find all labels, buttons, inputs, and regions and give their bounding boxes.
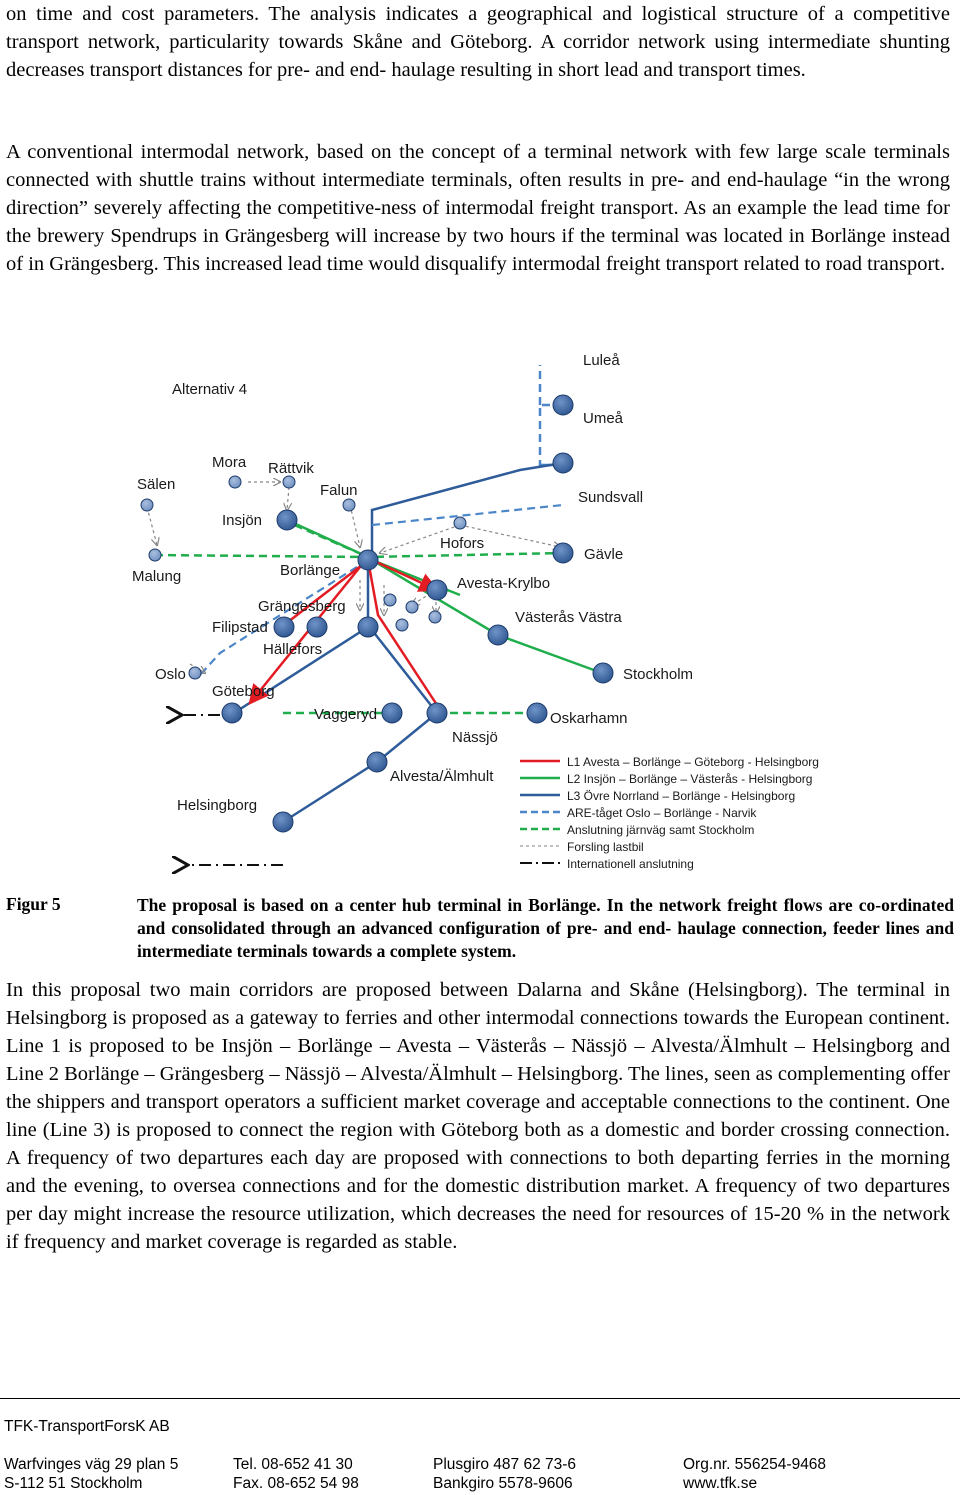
label-goteborg: Göteborg	[212, 683, 275, 700]
node-falun	[343, 499, 355, 511]
legend-l3: L3 Övre Norrland – Borlänge - Helsingborg	[567, 789, 796, 803]
node-goteborg	[222, 703, 242, 723]
node-feeder-1	[384, 594, 396, 606]
label-oskarhamn: Oskarhamn	[550, 710, 628, 727]
node-umea	[553, 453, 573, 473]
footer-website[interactable]: www.tfk.se	[683, 1475, 758, 1492]
label-alvesta: Alvesta/Älmhult	[390, 768, 494, 785]
node-hofors	[454, 517, 466, 529]
node-malung	[149, 549, 161, 561]
legend-rail: Anslutning järnväg samt Stockholm	[567, 823, 755, 837]
footer-company: TFK-TransportForsK AB	[4, 1418, 170, 1435]
label-stockholm: Stockholm	[623, 666, 694, 683]
footer-orgnr: Org.nr. 556254-9468	[683, 1456, 827, 1473]
label-rattvik: Rättvik	[268, 460, 314, 477]
label-gavle: Gävle	[584, 546, 624, 563]
legend-are: ARE-tåget Oslo – Borlänge - Narvik	[567, 806, 757, 820]
footer-fax: Fax. 08-652 54 98	[233, 1475, 359, 1492]
label-salen: Sälen	[137, 476, 176, 493]
node-feeder-3	[429, 611, 441, 623]
label-insjon: Insjön	[222, 512, 263, 529]
node-feeder-2	[406, 601, 418, 613]
node-grangesberg	[358, 617, 378, 637]
label-mora: Mora	[212, 454, 247, 471]
footer-bankgiro: Bankgiro 5578-9606	[433, 1475, 573, 1492]
footer-address-line1: Warfvinges väg 29 plan 5	[4, 1456, 179, 1473]
legend	[520, 755, 819, 871]
footer-address-line2: S-112 51 Stockholm	[4, 1475, 143, 1492]
label-borlange: Borlänge	[280, 562, 341, 579]
legend-international: Internationell anslutning	[567, 857, 694, 871]
node-feeder-4	[396, 619, 408, 631]
label-vaggeryd: Vaggeryd	[314, 706, 378, 723]
label-lulea: Luleå	[583, 352, 620, 369]
node-hallefors	[307, 617, 327, 637]
footer-divider	[0, 1398, 960, 1399]
figure-title: Alternativ 4	[172, 381, 248, 398]
label-hofors: Hofors	[440, 535, 485, 552]
proposal-paragraph: In this proposal two main corridors are proposed between Dalarna and Skåne (Helsingborg). The terminal in Helsingborg is proposed as a gateway to ferries and other intermodal connections towards the European continent. Line 1 is proposed to be Insjön – Borlänge – Avesta – Västerås – Nässjö – Alvesta/Älmhult – Helsingborg and Line 2 Borlänge – Grängesberg – Nässjö – Alvesta/Älmhult – Helsingborg. The lines, seen as complementing offer the shippers and transport operators a sufficient market coverage and acceptable connections to the continent. One line (Line 3) is proposed to connect the region with Göteborg both as a domestic and border crossing connection. A frequency of two departures each day are proposed with connections to both departing ferries in the morning and the evening, to oversea connections and for the domestic distribution market. A frequency of two departures per day might increase the resource utilization, which decreases the need for resources of 15-20 % in the network if frequency and market coverage is regarded as stable.	[6, 979, 950, 1253]
label-oslo: Oslo	[155, 666, 186, 683]
node-rattvik	[283, 476, 295, 488]
label-sundsvall: Sundsvall	[578, 489, 644, 506]
node-oskarhamn	[527, 703, 547, 723]
label-helsingborg: Helsingborg	[177, 797, 258, 814]
legend-l2: L2 Insjön – Borlänge – Västerås - Helsingborg	[567, 772, 813, 786]
label-hallefors: Hällefors	[263, 641, 323, 658]
node-stockholm	[593, 663, 613, 683]
footer-tel: Tel. 08-652 41 30	[233, 1456, 353, 1473]
label-malung: Malung	[132, 568, 182, 585]
node-salen	[141, 499, 153, 511]
node-mora	[229, 476, 241, 488]
figure-label: Figur 5	[6, 894, 61, 914]
node-lulea	[553, 395, 573, 415]
node-gavle	[553, 543, 573, 563]
label-falun: Falun	[320, 482, 358, 499]
label-filipstad: Filipstad	[212, 619, 268, 636]
label-umea: Umeå	[583, 410, 624, 427]
node-oslo	[189, 667, 201, 679]
label-vasteras: Västerås Västra	[515, 609, 622, 626]
node-insjon	[277, 510, 297, 530]
node-vasteras	[488, 625, 508, 645]
legend-truck: Forsling lastbil	[567, 840, 644, 854]
node-alvesta	[367, 752, 387, 772]
intro-paragraph: on time and cost parameters. The analysis indicates a geographical and logistical structure of a competitive transport network, particularity towards Skåne and Göteborg. A corridor network using intermediate shunting decreases transport distances for pre- and end- haulage resulting in short lead and transport times.	[6, 3, 950, 81]
network-map-figure	[0, 335, 960, 880]
label-grangesberg: Grängesberg	[258, 598, 346, 615]
label-nassjo: Nässjö	[452, 729, 498, 746]
node-avesta	[427, 580, 447, 600]
node-borlange	[358, 550, 378, 570]
node-filipstad	[274, 617, 294, 637]
footer-plusgiro: Plusgiro 487 62 73-6	[433, 1456, 577, 1473]
conventional-network-paragraph: A conventional intermodal network, based on the concept of a terminal network with few large scale terminals connected with shuttle trains without intermediate terminals, often results in pre- and end-haulage “in the wrong direction” severely affecting the competitive-ness of intermodal freight transport. As an example the lead time for the brewery Spendrups in Grängesberg will increase by two hours if the terminal was located in Borlänge instead of in Grängesberg. This increased lead time would disqualify intermodal freight transport related to road transport.	[6, 141, 950, 275]
node-helsingborg	[273, 812, 293, 832]
label-avesta: Avesta-Krylbo	[457, 575, 551, 592]
node-nassjo	[427, 703, 447, 723]
figure-caption: The proposal is based on a center hub terminal in Borlänge. In the network freight flows are co-ordinated and consolidated through an advanced configuration of pre- and end- haulage connection, feeder lines and intermediate terminals towards a complete system.	[137, 895, 954, 961]
international-connection	[182, 715, 283, 865]
node-vaggeryd	[382, 703, 402, 723]
legend-l1: L1 Avesta – Borlänge – Göteborg - Helsingborg	[567, 755, 819, 769]
are-train-line	[540, 365, 563, 465]
